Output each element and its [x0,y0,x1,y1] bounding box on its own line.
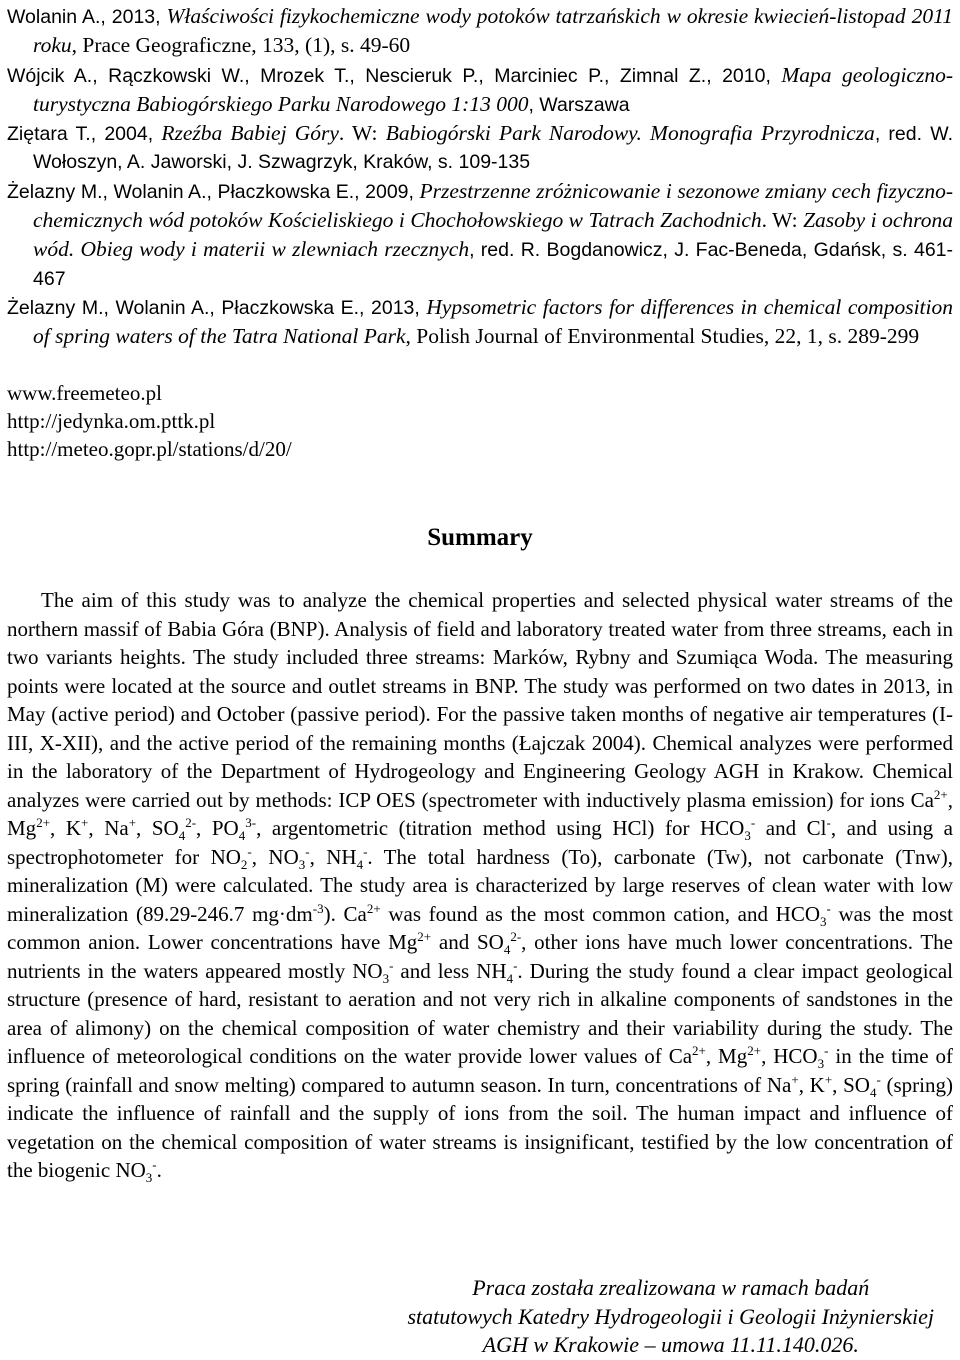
summary-text: , K [798,1072,825,1097]
reference-item [7,61,953,120]
subscript: 3 [817,1056,825,1072]
subscript: 4 [506,970,514,986]
charge: 2+ [692,1043,706,1058]
acknowledgement-note [408,1274,935,1360]
reference-item [7,177,953,293]
subscript: 3 [382,970,390,986]
link-jedynka[interactable]: http://jedynka.om.pttk.pl [7,409,216,434]
subscript: 4 [869,1084,877,1100]
summary-text: . During the study found a clear impact geological structure (presence of hard, resistant to aeration and not very rich in alkaline components of sandstones in the area of alimony) on the chemical composition of water chemistry and their variability during the study. The influence of meteorological conditions on the water provide lower values of Ca [7,958,954,1068]
link-meteo-gopr[interactable]: http://meteo.gopr.pl/stations/d/20/ [7,437,292,462]
reference-item [7,293,953,352]
summary-text: , SO [832,1072,870,1097]
summary-text: and Cl [755,816,827,840]
subscript: 4 [178,828,186,844]
reference-separator: . W: [761,208,804,233]
reference-title: Właściwości fizykochemiczne wody potoków tatrzańskich w okresie kwiecień-listopad 2011 roku [33,4,953,58]
reference-title: Rzeźba Babiej Góry [161,121,339,146]
charge: + [824,1071,833,1087]
summary-text: in the time of spring (rainfall and snow melting) compared to autumn season. In turn, concentrations of Na [7,1044,953,1097]
subscript: 4 [356,856,364,872]
summary-text: , Mg [705,1044,748,1068]
summary-text: and less NH [393,958,507,983]
summary-paragraph [7,586,953,1185]
charge: - [513,957,518,973]
reference-book-title: Babiogórski Park Narodowy. Monografia Przyrodnicza [385,121,875,146]
charge: - [247,843,252,859]
link-freemeteo[interactable]: www.freemeteo.pl [7,381,162,405]
summary-text: , NH [309,844,357,869]
charge: + [81,815,89,830]
charge: 2- [510,929,522,944]
reference-item [7,2,953,61]
summary-text: , HCO [761,1044,818,1068]
reference-title: Mapa geologiczno-turystyczna Babiogórskiego Parku Narodowego 1:13 000 [33,62,954,116]
summary-text: ). Ca [323,901,367,926]
subscript: 4 [238,828,246,844]
summary-text: , K [50,816,82,840]
summary-text: . The total hardness (To), carbonate (Tw), not carbonate (Tnw), mineralization (M) were calculated. The study area is characterized by large reserves of clean water with low mineralization (89.29-246.7 mg·dm [7,844,953,926]
reference-source: , red. W. Wołoszyn, A. Jaworski, J. Szwagrzyk, Kraków, s. 109-135 [33,123,953,174]
charge: - [750,815,756,830]
summary-text: . [156,1158,162,1182]
references-list [7,2,953,352]
summary-text: , PO [196,816,239,840]
charge: 2+ [36,815,51,830]
charge: - [389,957,394,973]
web-sources [7,379,292,464]
summary-text: was found as the most common cation, and HCO [380,901,821,926]
subscript: 3 [820,913,827,929]
reference-item [7,119,953,177]
charge: 2+ [747,1043,762,1058]
summary-text: , NO [251,844,299,869]
charge: + [128,815,137,830]
summary-text: (spring) indicate the influence of rainfall and the supply of ions from the soil. The human impact and influence of vegetation on the chemical composition of water streams is insignificant, testified by the low concentration of the biogenic NO [7,1072,953,1182]
charge: - [305,843,310,859]
reference-source: , Warszawa [528,93,630,116]
summary-text: , and using a spectrophotometer for NO [7,816,953,869]
charge: 3- [245,815,257,830]
subscript: 2 [240,856,248,872]
subscript: 3 [145,1170,153,1186]
reference-title: Przestrzenne zróżnicowanie i sezonowe zmiany cech fizyczno-chemicznych wód potoków Kościeliskiego i Chochołowskiego w Tatrach Zachodnich [33,178,953,233]
charge: 2+ [933,786,948,802]
charge: + [791,1071,799,1087]
reference-title: Hypsometric factors for differences in chemical composition of spring waters of the Tatra National Park [33,294,953,349]
exponent: -3 [312,900,324,916]
reference-separator: . W: [338,121,386,146]
summary-text: , SO [136,816,179,840]
summary-text: , other ions have much lower concentrations. The nutrients in the waters appeared mostly NO [7,930,953,983]
reference-authors: Wójcik A., Rączkowski W., Mrozek T., Nescieruk P., Marciniec P., Zimnal Z., 2010, [7,64,782,87]
subscript: 4 [503,942,511,958]
reference-book-title: Zasoby i ochrona wód. Obieg wody i materii w zlewniach rzecznych [33,208,953,262]
reference-authors: Wolanin A., 2013, [7,6,167,28]
summary-heading: Summary [427,524,533,551]
charge: 2+ [366,900,381,916]
subscript: 3 [298,856,306,872]
summary-text: , Mg [7,787,953,840]
charge: - [363,843,368,859]
charge: - [876,1071,881,1087]
charge: - [826,900,831,916]
summary-text: and SO [431,930,504,954]
charge: - [824,1043,829,1058]
acknowledgement-line: AGH w Krakowie – umowa 11.11.140.026. [482,1332,859,1357]
reference-source: , Polish Journal of Environmental Studies, 22, 1, s. 289-299 [405,324,920,349]
reference-source: , Prace Geograficzne, 133, (1), s. 49-60 [71,33,411,58]
summary-text: was the most common anion. Lower concentrations have Mg [7,901,954,954]
summary-text: , Na [88,816,129,840]
summary-text: The aim of this study was to analyze the chemical properties and selected physical water streams of the northern massif of Babia Góra (BNP). Analysis of field and laboratory treated water from three streams, each in two variants heights. The study included three streams: Marków, Rybny and Szumiąca Woda. The measuring points were located at the source and outlet streams in BNP. The study was performed on two dates in 2013, in May (active period) and October (passive period). For the passive taken months of negative air temperatures (I-III, X-XII), and the active period of the remaining months (Łajczak 2004). Chemical analyzes were performed in the laboratory of the Department of Hydrogeology and Engineering Geology AGH in Krakow. Chemical analyzes were carried out by methods: ICP OES (spectrometer with inductively plasma emission) for ions Ca [7,588,953,812]
charge: 2+ [417,929,432,944]
reference-authors: Ziętara T., 2004, [7,123,162,146]
summary-text: , argentometric (titration method using HCl) for HCO [256,816,745,840]
reference-authors: Żelazny M., Wolanin A., Płaczkowska E., 2009, [7,180,420,203]
acknowledgement-line: statutowych Katedry Hydrogeologii i Geologii Inżynierskiej [407,1303,934,1329]
subscript: 3 [744,828,751,844]
reference-source: , red. R. Bogdanowicz, J. Fac-Beneda, Gdańsk, s. 461-467 [33,239,954,290]
charge: - [152,1157,157,1172]
acknowledgement-line: Praca została zrealizowana w ramach badań [472,1275,870,1300]
charge: - [826,815,831,830]
charge: 2- [185,815,197,830]
reference-authors: Żelazny M., Wolanin A., Płaczkowska E., 2013, [7,296,427,319]
